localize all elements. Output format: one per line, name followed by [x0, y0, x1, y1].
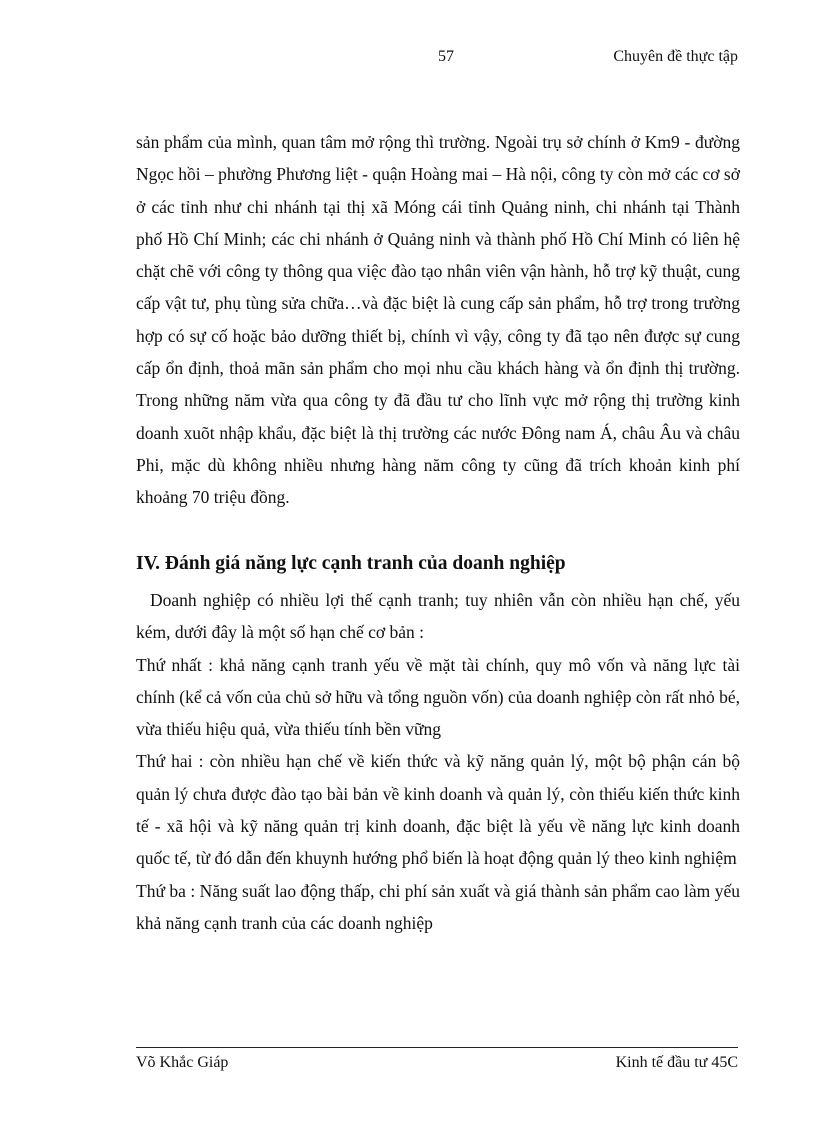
- page-number: 57: [438, 48, 454, 65]
- footer-course: Kinh tế đầu tư 45C: [615, 1054, 738, 1071]
- footer-author: Võ Khắc Giáp: [136, 1054, 229, 1071]
- section-content: [136, 584, 740, 939]
- body-paragraph: sản phẩm của mình, quan tâm mở rộng thì trường. Ngoài trụ sở chính ở Km9 - đường Ngọc hồi – phường Phương liệt - quận Hoàng mai – Hà nội, công ty còn mở các cơ sở ở các tỉnh như chi nhánh tại thị xã Móng cái tỉnh Quảng ninh, chi nhánh tại Thành phố Hồ Chí Minh; các chi nhánh ở Quảng ninh và thành phố Hồ Chí Minh có liên hệ chặt chẽ với công ty thông qua việc đào tạo nhân viên vận hành, hỗ trợ kỹ thuật, cung cấp vật tư, phụ tùng sửa chữa…và đặc biệt là cung cấp sản phẩm, hỗ trợ trong trường hợp có sự cố hoặc bảo dưỡng thiết bị, chính vì vậy, công ty đã tạo nên được sự cung cấp ổn định, thoả mãn sản phẩm cho mọi nhu cầu khách hàng và ổn định thị trường. Trong những năm vừa qua công ty đã đầu tư cho lĩnh vực mở rộng thị trường kinh doanh xuõt nhập khẩu, đặc biệt là thị trường các nước Đông nam Á, châu Âu và châu Phi, mặc dù không nhiều nhưng hàng năm công ty cũng đã trích khoản kinh phí khoảng 70 triệu đồng.: [136, 132, 740, 508]
- header-title: Chuyên đề thực tập: [613, 48, 738, 65]
- point-first: Thứ nhất : khả năng cạnh tranh yếu về mặt tài chính, quy mô vốn và năng lực tài chính (kể cả vốn của chủ sở hữu và tổng nguồn vốn) của doanh nghiệp còn rất nhỏ bé, vừa thiếu hiệu quả, vừa thiếu tính bền vững: [136, 654, 740, 740]
- point-second: Thứ hai : còn nhiều hạn chế về kiến thức và kỹ năng quản lý, một bộ phận cán bộ quản lý chưa được đào tạo bài bản về kinh doanh và quản lý, còn thiếu kiến thức kinh tế - xã hội và kỹ năng quản trị kinh doanh, đặc biệt là yếu về năng lực kinh doanh quốc tế, từ đó dẫn đến khuynh hướng phổ biến là hoạt động quản lý theo kinh nghiệm: [136, 751, 740, 869]
- page-header: [136, 48, 738, 72]
- body-text: [136, 126, 740, 514]
- page-footer: [136, 1054, 738, 1078]
- section-intro: Doanh nghiệp có nhiều lợi thế cạnh tranh; tuy nhiên vẫn còn nhiều hạn chế, yếu kém, dưới đây là một số hạn chế cơ bản :: [136, 590, 740, 643]
- footer-divider: [136, 1047, 738, 1048]
- point-third: Thứ ba : Năng suất lao động thấp, chi phí sản xuất và giá thành sản phẩm cao làm yếu khả năng cạnh tranh của các doanh nghiệp: [136, 880, 740, 933]
- section-heading: IV. Đánh giá năng lực cạnh tranh của doanh nghiệp: [136, 553, 566, 574]
